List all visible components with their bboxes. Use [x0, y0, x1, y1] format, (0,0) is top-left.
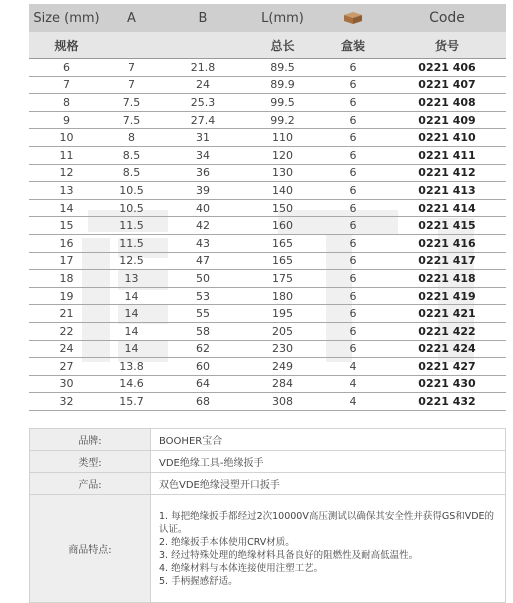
cell-b: 27.4	[159, 111, 247, 129]
cell-size: 22	[29, 322, 104, 340]
cell-l: 99.2	[247, 111, 318, 129]
col-header-size: Size (mm)	[29, 4, 104, 32]
cell-b: 39	[159, 182, 247, 200]
cell-a: 13	[104, 270, 159, 288]
table-row	[29, 59, 506, 77]
table-row	[29, 146, 506, 164]
cell-b: 40	[159, 199, 247, 217]
cell-a: 13.8	[104, 358, 159, 376]
feature-item: 1. 每把绝缘扳手都经过2次10000V高压测试以确保其安全性并获得GS和VDE的认证。	[159, 510, 495, 535]
product-info-table	[29, 428, 506, 603]
cell-size: 6	[29, 59, 104, 77]
cell-l: 99.5	[247, 94, 318, 112]
spec-table	[29, 4, 506, 411]
cell-a: 8	[104, 129, 159, 147]
cell-b: 53	[159, 287, 247, 305]
cell-a: 15.7	[104, 393, 159, 411]
info-row-product	[30, 473, 506, 495]
cell-b: 36	[159, 164, 247, 182]
cell-code: 0221 427	[388, 358, 506, 376]
cell-l: 89.9	[247, 76, 318, 94]
subheader-a	[104, 32, 159, 59]
cell-a: 14	[104, 287, 159, 305]
cell-a: 11.5	[104, 234, 159, 252]
cell-a: 7	[104, 59, 159, 77]
subheader-size: 规格	[29, 32, 104, 59]
info-row-brand	[30, 429, 506, 451]
cell-a: 14	[104, 322, 159, 340]
cell-size: 18	[29, 270, 104, 288]
cell-box: 6	[318, 76, 388, 94]
table-row	[29, 358, 506, 376]
table-row	[29, 234, 506, 252]
header-row	[29, 4, 506, 32]
cell-b: 21.8	[159, 59, 247, 77]
cell-a: 7.5	[104, 94, 159, 112]
cell-box: 6	[318, 146, 388, 164]
cell-b: 64	[159, 375, 247, 393]
cell-l: 165	[247, 234, 318, 252]
cell-b: 62	[159, 340, 247, 358]
features-cell	[151, 495, 506, 603]
cell-size: 19	[29, 287, 104, 305]
cell-a: 7	[104, 76, 159, 94]
cell-a: 10.5	[104, 199, 159, 217]
cell-size: 32	[29, 393, 104, 411]
brand-value: BOOHER宝合	[151, 429, 506, 451]
cell-box: 6	[318, 129, 388, 147]
type-label: 类型:	[30, 451, 151, 473]
cell-l: 130	[247, 164, 318, 182]
cell-box: 6	[318, 322, 388, 340]
cell-size: 27	[29, 358, 104, 376]
cell-code: 0221 413	[388, 182, 506, 200]
table-row	[29, 340, 506, 358]
cell-code: 0221 414	[388, 199, 506, 217]
cell-size: 24	[29, 340, 104, 358]
info-row-features	[30, 495, 506, 603]
cell-l: 150	[247, 199, 318, 217]
subheader-row	[29, 32, 506, 59]
product-value: 双色VDE绝缘浸塑开口扳手	[151, 473, 506, 495]
cell-b: 34	[159, 146, 247, 164]
cell-box: 6	[318, 182, 388, 200]
cell-box: 6	[318, 287, 388, 305]
table-row	[29, 270, 506, 288]
cell-l: 175	[247, 270, 318, 288]
cell-l: 230	[247, 340, 318, 358]
info-row-type	[30, 451, 506, 473]
cell-l: 284	[247, 375, 318, 393]
cell-b: 47	[159, 252, 247, 270]
cell-size: 17	[29, 252, 104, 270]
cell-b: 25.3	[159, 94, 247, 112]
cell-size: 30	[29, 375, 104, 393]
cell-l: 308	[247, 393, 318, 411]
cell-l: 165	[247, 252, 318, 270]
cell-code: 0221 419	[388, 287, 506, 305]
table-row	[29, 199, 506, 217]
cell-code: 0221 416	[388, 234, 506, 252]
cell-box: 6	[318, 270, 388, 288]
cell-l: 110	[247, 129, 318, 147]
cell-box: 6	[318, 59, 388, 77]
cell-b: 24	[159, 76, 247, 94]
table-row	[29, 217, 506, 235]
cell-code: 0221 415	[388, 217, 506, 235]
cell-box: 6	[318, 94, 388, 112]
cell-a: 11.5	[104, 217, 159, 235]
cell-code: 0221 411	[388, 146, 506, 164]
cell-l: 205	[247, 322, 318, 340]
col-header-code: Code	[388, 4, 506, 32]
col-header-a: A	[104, 4, 159, 32]
cell-code: 0221 409	[388, 111, 506, 129]
cell-box: 6	[318, 252, 388, 270]
cell-code: 0221 410	[388, 129, 506, 147]
cell-b: 58	[159, 322, 247, 340]
table-row	[29, 94, 506, 112]
cell-a: 8.5	[104, 146, 159, 164]
cell-code: 0221 430	[388, 375, 506, 393]
brand-label: 品牌:	[30, 429, 151, 451]
cell-l: 140	[247, 182, 318, 200]
features-list	[159, 510, 505, 588]
cell-size: 15	[29, 217, 104, 235]
cell-a: 14	[104, 305, 159, 323]
cell-box: 6	[318, 199, 388, 217]
cell-a: 7.5	[104, 111, 159, 129]
cell-code: 0221 407	[388, 76, 506, 94]
carton-box-icon	[343, 11, 363, 25]
cell-l: 89.5	[247, 59, 318, 77]
cell-box: 6	[318, 234, 388, 252]
subheader-b	[159, 32, 247, 59]
cell-box: 6	[318, 305, 388, 323]
features-label: 商品特点:	[30, 495, 151, 603]
cell-code: 0221 406	[388, 59, 506, 77]
col-header-box	[318, 4, 388, 32]
table-row	[29, 322, 506, 340]
cell-b: 60	[159, 358, 247, 376]
cell-size: 8	[29, 94, 104, 112]
cell-box: 6	[318, 217, 388, 235]
cell-l: 120	[247, 146, 318, 164]
subheader-l: 总长	[247, 32, 318, 59]
table-row	[29, 393, 506, 411]
subheader-box: 盒装	[318, 32, 388, 59]
feature-item: 5. 手柄握感舒适。	[159, 575, 238, 587]
subheader-code: 货号	[388, 32, 506, 59]
cell-code: 0221 418	[388, 270, 506, 288]
table-row	[29, 76, 506, 94]
type-value: VDE绝缘工具-绝缘扳手	[151, 451, 506, 473]
cell-box: 6	[318, 340, 388, 358]
cell-size: 12	[29, 164, 104, 182]
feature-item: 3. 经过特殊处理的绝缘材料具备良好的阻燃性及耐高低温性。	[159, 549, 419, 561]
cell-size: 11	[29, 146, 104, 164]
cell-size: 13	[29, 182, 104, 200]
cell-b: 31	[159, 129, 247, 147]
cell-a: 14	[104, 340, 159, 358]
col-header-b: B	[159, 4, 247, 32]
cell-size: 21	[29, 305, 104, 323]
table-row	[29, 287, 506, 305]
cell-size: 10	[29, 129, 104, 147]
cell-size: 7	[29, 76, 104, 94]
cell-size: 14	[29, 199, 104, 217]
cell-b: 42	[159, 217, 247, 235]
cell-size: 9	[29, 111, 104, 129]
cell-code: 0221 424	[388, 340, 506, 358]
cell-a: 8.5	[104, 164, 159, 182]
cell-box: 6	[318, 111, 388, 129]
col-header-l: L(mm)	[247, 4, 318, 32]
table-row	[29, 252, 506, 270]
table-row	[29, 164, 506, 182]
cell-b: 55	[159, 305, 247, 323]
cell-box: 4	[318, 375, 388, 393]
cell-a: 12.5	[104, 252, 159, 270]
cell-box: 4	[318, 393, 388, 411]
cell-l: 160	[247, 217, 318, 235]
table-row	[29, 111, 506, 129]
cell-b: 43	[159, 234, 247, 252]
cell-code: 0221 422	[388, 322, 506, 340]
cell-code: 0221 432	[388, 393, 506, 411]
cell-code: 0221 412	[388, 164, 506, 182]
cell-box: 6	[318, 164, 388, 182]
cell-l: 180	[247, 287, 318, 305]
cell-a: 10.5	[104, 182, 159, 200]
table-row	[29, 305, 506, 323]
feature-item: 4. 绝缘材料与本体连接使用注塑工艺。	[159, 562, 324, 574]
cell-size: 16	[29, 234, 104, 252]
table-row	[29, 182, 506, 200]
cell-box: 4	[318, 358, 388, 376]
table-row	[29, 129, 506, 147]
cell-b: 68	[159, 393, 247, 411]
cell-b: 50	[159, 270, 247, 288]
cell-l: 249	[247, 358, 318, 376]
cell-code: 0221 421	[388, 305, 506, 323]
cell-code: 0221 417	[388, 252, 506, 270]
cell-a: 14.6	[104, 375, 159, 393]
cell-code: 0221 408	[388, 94, 506, 112]
cell-l: 195	[247, 305, 318, 323]
product-label: 产品:	[30, 473, 151, 495]
feature-item: 2. 绝缘扳手本体使用CRV材质。	[159, 536, 295, 548]
table-row	[29, 375, 506, 393]
